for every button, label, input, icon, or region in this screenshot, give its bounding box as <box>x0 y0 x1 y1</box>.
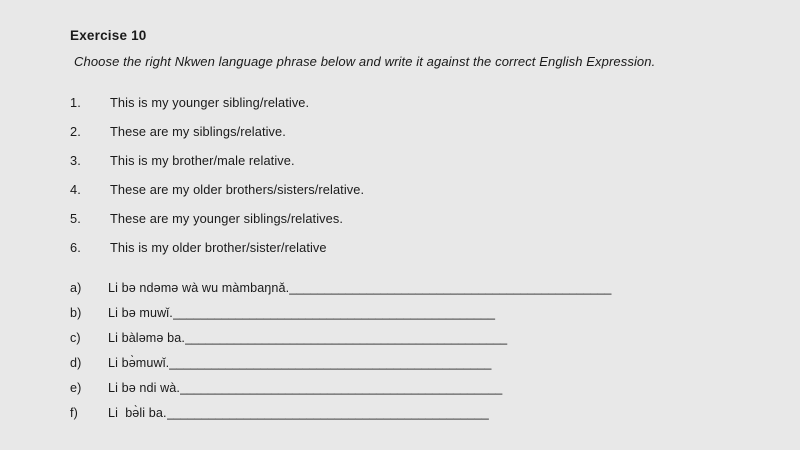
list-item-text: These are my siblings/relative. <box>110 124 286 139</box>
answer-blank[interactable]: ______________________________________________ <box>289 281 612 295</box>
list-item <box>70 182 760 197</box>
nkwen-phrase-text: Li bə̀muwǐ. <box>108 356 170 370</box>
list-item <box>70 240 760 255</box>
list-item-marker: c) <box>70 331 81 345</box>
nkwen-phrase-text: Li bə ndi wà. <box>108 381 181 395</box>
exercise-instruction: Choose the right Nkwen language phrase below and write it against the correct English Expression. <box>74 54 656 69</box>
list-item-marker: e) <box>70 381 82 395</box>
list-item-marker: 4. <box>70 182 81 197</box>
english-expressions-list <box>70 95 760 255</box>
list-item <box>70 124 760 139</box>
nkwen-phrase-text: Li bə muwǐ. <box>108 306 173 320</box>
nkwen-phrase-text: Li bàləmə ba. <box>108 331 185 345</box>
nkwen-phrase-text: Li bə̀li ba. <box>108 406 167 420</box>
list-item <box>70 406 760 420</box>
list-item-text: This is my older brother/sister/relative <box>110 240 327 255</box>
answer-blank[interactable]: ______________________________________________ <box>166 406 489 420</box>
list-item-marker: 5. <box>70 211 81 226</box>
list-item-text: These are my younger siblings/relatives. <box>110 211 344 226</box>
list-item-marker: 1. <box>70 95 81 110</box>
nkwen-phrase-text: Li bə ndəmə wà wu màmbaŋnǎ. <box>108 281 290 295</box>
list-item <box>70 211 760 226</box>
list-item <box>70 153 760 168</box>
list-item-marker: 6. <box>70 240 81 255</box>
list-item <box>70 95 760 110</box>
list-item-text: This is my brother/male relative. <box>110 153 295 168</box>
list-item <box>70 281 760 295</box>
page-title: Exercise 10 <box>70 28 147 43</box>
list-item <box>70 331 760 345</box>
list-item-marker: 3. <box>70 153 81 168</box>
list-item <box>70 356 760 370</box>
list-item-marker: f) <box>70 406 78 420</box>
list-item-marker: a) <box>70 281 82 295</box>
list-item-text: This is my younger sibling/relative. <box>110 95 310 110</box>
list-item <box>70 381 760 395</box>
list-item <box>70 306 760 320</box>
answer-blank[interactable]: ______________________________________________ <box>169 356 492 370</box>
list-item-text: These are my older brothers/sisters/relative. <box>110 182 365 197</box>
list-item-marker: d) <box>70 356 82 370</box>
answer-blank[interactable]: ______________________________________________ <box>180 381 503 395</box>
answer-blank[interactable]: ______________________________________________ <box>184 331 508 345</box>
list-item-marker: b) <box>70 306 82 320</box>
list-item-marker: 2. <box>70 124 81 139</box>
nkwen-phrases-list <box>70 281 760 420</box>
answer-blank[interactable]: ______________________________________________ <box>172 306 495 320</box>
